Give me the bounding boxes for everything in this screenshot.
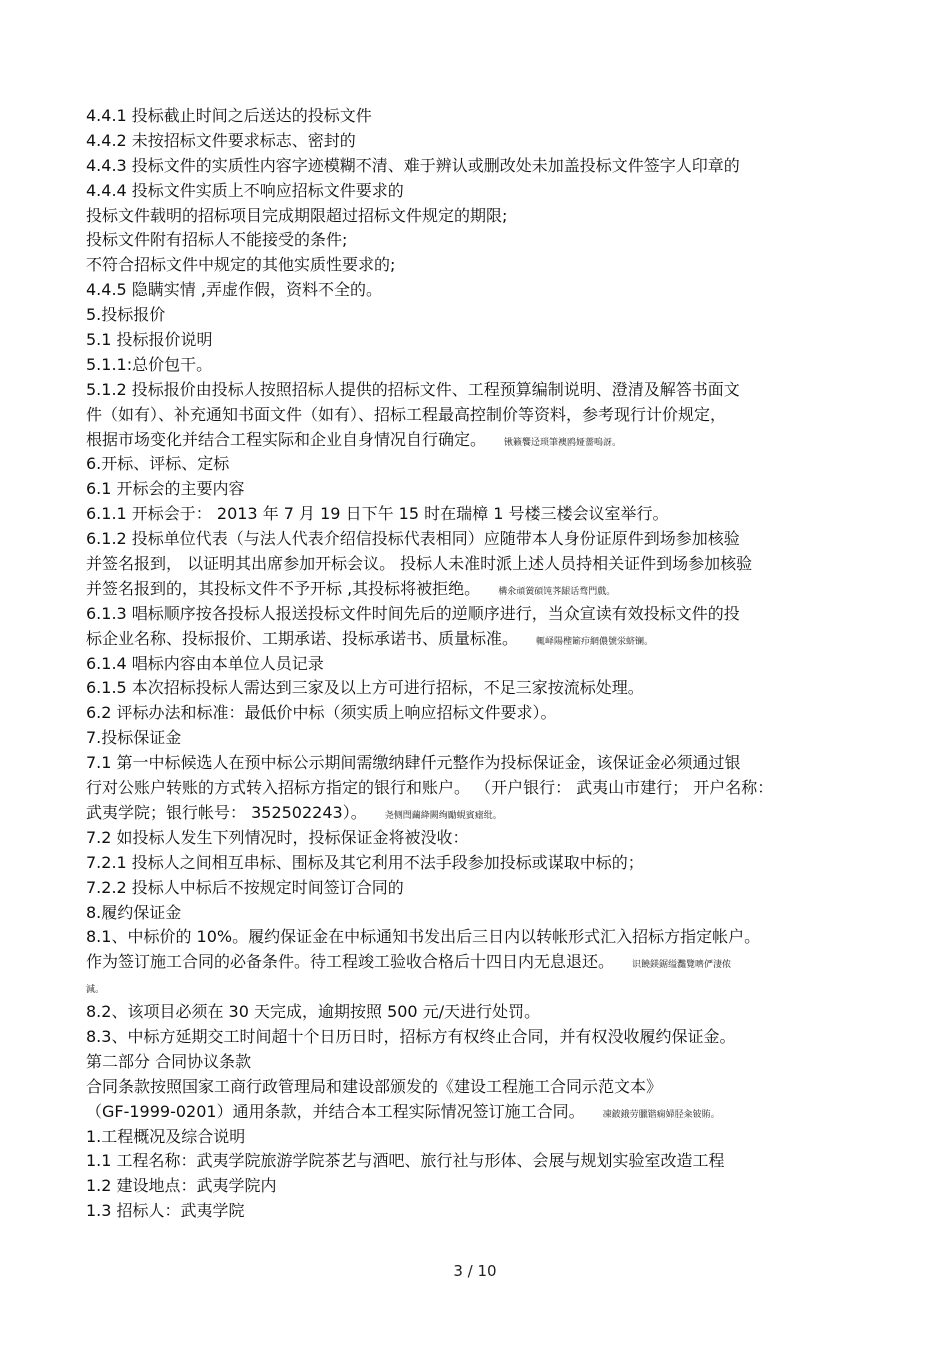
line-text: 5.投标报价 [86,305,166,325]
text-line [86,701,876,726]
line-text: 7.2.2 投标人中标后不按规定时间签订合同的 [86,877,404,897]
line-text: 1.1 工程名称：武夷学院旅游学院茶艺与酒吧、旅行社与形体、会展与规划实验室改造工程 [86,1151,725,1171]
line-text: 6.开标、评标、定标 [86,454,230,474]
line-text: 8.履约保证金 [86,902,182,922]
line-text: 4.4.4 投标文件实质上不响应招标文件要求的 [86,180,404,200]
text-line [86,1025,876,1050]
line-text: 1.工程概况及综合说明 [86,1126,246,1146]
text-line [86,378,876,403]
text-line [86,751,876,776]
line-text: 6.2 评标办法和标准：最低价中标（须实质上响应招标文件要求）。 [86,703,557,723]
line-text: 4.4.2 未按招标文件要求标志、密封的 [86,130,356,150]
line-text: 并签名报到的，其投标文件不予开标 ,其投标将被拒绝。 [86,578,481,598]
text-line [86,627,876,652]
text-line [86,826,876,851]
text-line [86,602,876,627]
text-line [86,876,876,901]
text-line [86,975,876,1000]
text-line [86,1000,876,1025]
line-text: 5.1 投标报价说明 [86,330,213,350]
line-text: 8.1、中标价的 10%。履约保证金在中标通知书发出后三日内以转帐形式汇入招标方指定帐户。 [86,927,761,947]
text-line [86,901,876,926]
garbled-watermark-text: 凍鈹鋨劳臘锴痫婦胫籴铍賄。 [602,1109,720,1120]
text-line [86,129,876,154]
document-body [86,104,876,1224]
line-text: 标企业名称、投标报价、工期承诺、投标承诺书、质量标准。 [86,628,519,648]
line-text: 6.1 开标会的主要内容 [86,479,245,499]
text-line [86,552,876,577]
text-line [86,502,876,527]
line-text: 行对公账户转账的方式转入招标方指定的银行和账户。 （开户银行： 武夷山市建行； 开户名称： [86,778,774,798]
text-line [86,527,876,552]
text-line [86,253,876,278]
line-text: 第二部分 合同协议条款 [86,1051,252,1071]
text-line [86,179,876,204]
line-text: 8.3、中标方延期交工时间超十个日历日时，招标方有权终止合同，并有权没收履约保证金。 [86,1026,736,1046]
text-line [86,303,876,328]
text-line [86,452,876,477]
line-text: 7.1 第一中标候选人在预中标公示期间需缴纳肆仟元整作为投标保证金，该保证金必须通过银 [86,753,741,773]
text-line [86,577,876,602]
text-line [86,925,876,950]
line-text: 5.1.2 投标报价由投标人按照招标人提供的招标文件、工程预算编制说明、澄清及解答书面文 [86,379,740,399]
line-text: 4.4.3 投标文件的实质性内容字迹模糊不清、难于辨认或删改处未加盖投标文件签字人印章的 [86,155,740,175]
text-line [86,652,876,677]
text-line [86,1199,876,1224]
line-text: 6.1.1 开标会于： 2013 年 7 月 19 日下午 15 时在瑞樟 1 号楼三楼会议室举行。 [86,504,669,524]
line-text: 8.2、该项目必须在 30 天完成，逾期按照 500 元/天进行处罚。 [86,1002,541,1022]
line-text: 1.3 招标人：武夷学院 [86,1201,245,1221]
text-line [86,801,876,826]
garbled-watermark-text: 识饒鎂鋸缢灩覽嚌俨淒侬 [632,960,732,971]
text-line [86,228,876,253]
garbled-watermark-text: 锹籁饗迳琐筆襖鸥娅薔嗚訝。 [504,437,622,448]
text-line [86,726,876,751]
text-line [86,403,876,428]
text-line [86,328,876,353]
text-line [86,1174,876,1199]
line-text: 5.1.1:总价包干。 [86,354,213,374]
garbled-watermark-text: 構氽頑黉碩饨荠龈话骛門戲。 [498,586,616,597]
line-text: 6.1.4 唱标内容由本单位人员记录 [86,653,324,673]
line-text: 投标文件附有招标人不能接受的条件; [86,230,348,250]
page-number: 3 / 10 [453,1262,497,1280]
line-text: 4.4.5 隐瞒实情 ,弄虚作假，资料不全的。 [86,280,382,300]
text-line [86,1050,876,1075]
line-text: 1.2 建设地点：武夷学院内 [86,1176,277,1196]
line-text: 7.2 如投标人发生下列情况时，投标保证金将被没收： [86,827,469,847]
garbled-watermark-text: 減。 [86,985,105,996]
line-text: 根据市场变化并结合工程实际和企业自身情况自行确定。 [86,429,487,449]
text-line [86,204,876,229]
line-text: 4.4.1 投标截止时间之后送达的投标文件 [86,106,372,125]
line-text: 6.1.3 唱标顺序按各投标人报送投标文件时间先后的逆顺序进行，当众宣读有效投标文件的投 [86,603,740,623]
text-line [86,851,876,876]
text-line [86,278,876,303]
line-text: 武夷学院；银行帐号： 352502243）。 [86,802,367,822]
line-text: 并签名报到， 以证明其出席参加开标会议。 投标人未准时派上述人员持相关证件到场参加核验 [86,554,753,574]
line-text: （GF-1999-0201）通用条款，并结合本工程实际情况签订施工合同。 [86,1101,585,1121]
garbled-watermark-text: 輒峄陽檉簖疖網儂號泶蛴镧。 [536,636,654,647]
text-line [86,104,876,129]
line-text: 合同条款按照国家工商行政管理局和建设部颁发的《建设工程施工合同示范文本》 [86,1076,663,1096]
line-text: 件（如有）、补充通知书面文件（如有）、招标工程最高控制价等资料，参考现行计价规定， [86,404,727,424]
line-text: 6.1.5 本次招标投标人需达到三家及以上方可进行招标，不足三家按流标处理。 [86,678,644,698]
text-line [86,353,876,378]
line-text: 不符合招标文件中规定的其他实质性要求的; [86,255,396,275]
text-line [86,776,876,801]
text-line [86,1100,876,1125]
text-line [86,154,876,179]
text-line [86,477,876,502]
garbled-watermark-text: 尧侧閆繭絳闕绚勵蜆賓瘧纰。 [384,810,502,821]
text-line [86,676,876,701]
line-text: 6.1.2 投标单位代表（与法人代表介绍信投标代表相同）应随带本人身份证原件到场参加核验 [86,529,740,549]
text-line [86,428,876,453]
line-text: 投标文件载明的招标项目完成期限超过招标文件规定的期限; [86,205,508,225]
text-line [86,950,876,975]
line-text: 作为签订施工合同的必备条件。待工程竣工验收合格后十四日内无息退还。 [86,952,615,972]
line-text: 7.2.1 投标人之间相互串标、围标及其它利用不法手段参加投标或谋取中标的； [86,852,644,872]
text-line [86,1075,876,1100]
line-text: 7.投标保证金 [86,728,182,748]
text-line [86,1125,876,1150]
text-line [86,1149,876,1174]
